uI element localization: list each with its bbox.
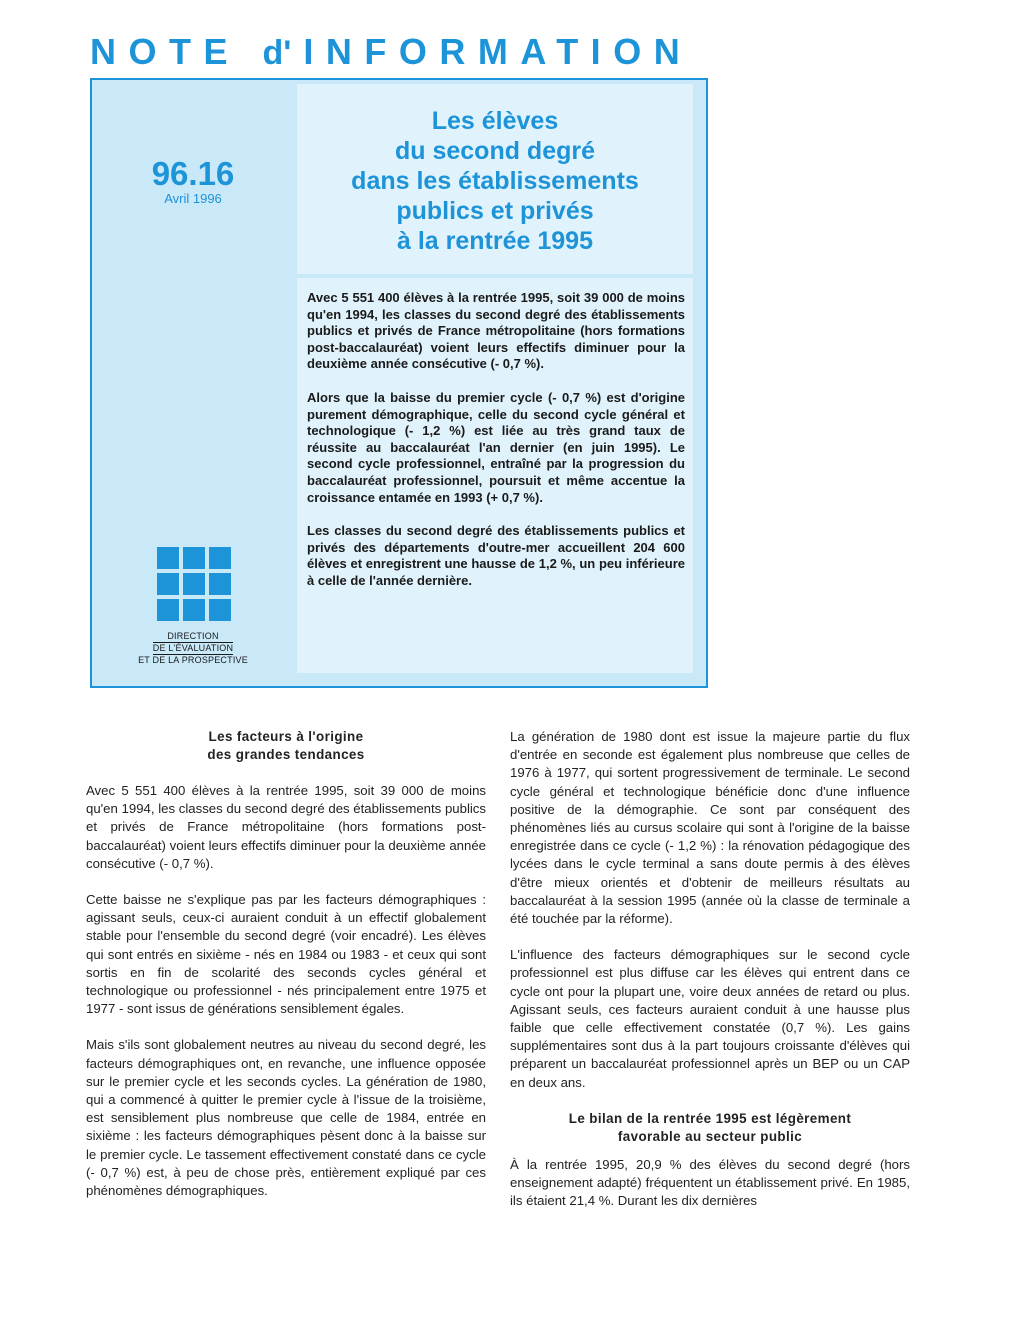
heading-line: Le bilan de la rentrée 1995 est légèrement [568,1110,852,1126]
heading-line: des grandes tendances [207,747,365,762]
body-paragraph: L'influence des facteurs démographiques sur le second cycle professionnel est plus diffuse car les élèves qui entrent dans ce cycle ont pour la plupart une, voire deux années de retard ou plus. Agissant seuls, ces facteurs auraient conduit à une hausse plus faible que celle effectivement constatée (0,7 %). Les gains supplémentaires sont dus à la part toujours croissante d'élèves qui préparent un baccalauréat professionnel après un BEP ou un CAP en deux ans. [510,947,910,1090]
masthead-word-note: NOTE [90,31,241,72]
abstract-paragraph: Avec 5 551 400 élèves à la rentrée 1995, soit 39 000 de moins qu'en 1994, les classes du second degré des établissements publics et privés de France métropolitaine (hors formations post-baccalauréat) voient leurs effectifs diminuer pour la deuxième année consécutive (- 0,7 %). [307,290,685,372]
title-line: dans les établissements [351,167,639,195]
issue-date: Avril 1996 [164,191,222,206]
abstract-paragraph: Alors que la baisse du premier cycle (- 0,7 %) est d'origine purement démographique, celle du second cycle général et technologique (- 1,2 %) est liée au très grand taux de réussite au baccalauréat l'an dernier (en juin 1995). Le second cycle professionnel, entraîné par la progression du baccalauréat professionnel, poursuit et même accentue la croissance entamée en 1993 (+ 0,7 %). [307,389,685,505]
heading-line: Les facteurs à l'origine [208,729,364,744]
body-paragraph: À la rentrée 1995, 20,9 % des élèves du second degré (hors enseignement adapté) fréquentent un établissement privé. En 1985, ils étaient 21,4 %. Durant les dix dernières [510,1156,910,1209]
issue-number: 96.16 [151,155,235,192]
title-line: à la rentrée 1995 [397,227,593,255]
issue-block [118,156,268,206]
heading-line: favorable au secteur public [617,1128,803,1144]
body-paragraph: Avec 5 551 400 élèves à la rentrée 1995, soit 39 000 de moins qu'en 1994, les classes du second degré des établissements publics et privés de France métropolitaine (hors formations post-baccalauréat) voient leurs effectifs diminuer pour la deuxième année consécutive (- 0,7 %). [86,783,486,871]
document-title [297,106,693,256]
masthead-title [90,30,692,75]
title-line: du second degré [394,137,596,165]
logo-line: DIRECTION [167,631,219,641]
body-paragraph: Cette baisse ne s'explique pas par les facteurs démographiques : agissant seuls, ceux-ci auraient conduit à un effectif globalement stable pour l'ensemble du second degré (voir encadré). Les élèves qui sont entrés en sixième - nés en 1984 ou 1983 - et ceux qui sont sortis en fin de scolarité des seconds cycles général et technologique ou professionnel - nés principalement entre 1975 et 1977 - sont issus de générations sensiblement égales. [86,892,486,1017]
abstract-paragraph: Les classes du second degré des établissements publics et privés des départements d'outre-mer accueillent 204 600 élèves et enregistrent une hausse de 1,2 %, un peu inférieure à celle de l'année dernière. [307,523,685,588]
body-paragraph: Mais s'ils sont globalement neutres au niveau du second degré, les facteurs démographiques ont, en revanche, une influence opposée sur le premier cycle et les seconds cycles. La génération de 1980, qui a commencé à quitter le premier cycle à l'issue de la troisième, est sensiblement plus nombreuse que celle de 1984, entrée en sixième : les facteurs démographiques pèsent donc à la baisse sur le premier cycle. Le tassement effectivement constaté dans ce cycle (- 0,7 %) est, à peu de chose près, entièrement expliqué par ces phénomènes démographiques. [86,1037,486,1199]
masthead-word-information: INFORMATION [303,31,693,72]
logo-line: DE L'ÉVALUATION [152,643,234,653]
left-column [86,728,486,1218]
title-line: Les élèves [431,107,559,135]
masthead-word-de: d' [262,34,292,72]
dep-logo-text [128,631,258,666]
title-line: publics et privés [396,197,594,225]
dep-logo-icon [157,547,231,621]
logo-line: ET DE LA PROSPECTIVE [138,655,248,665]
body-paragraph: La génération de 1980 dont est issue la majeure partie du flux d'entrée en seconde est également plus nombreuse que celles de 1976 à 1977, qui sortent progressivement de terminale. Le second cycle général et technologique bénéficie donc d'une influence positive de la démographie. Ce sont par conséquent des phénomènes liés au cursus scolaire qui sont à l'origine de la baisse enregistrée dans ce cycle (- 1,2 %) : la rénovation pédagogique des lycées dans le cycle terminal a sans doute permis à des élèves d'être mieux orientés et d'obtenir de meilleurs résultats au baccalauréat à la session 1995 (année où la classe de terminale a été touchée par la réforme). [510,729,910,927]
section-heading [510,1110,910,1146]
abstract [307,290,685,607]
section-heading [86,728,486,764]
right-column [510,728,910,1228]
